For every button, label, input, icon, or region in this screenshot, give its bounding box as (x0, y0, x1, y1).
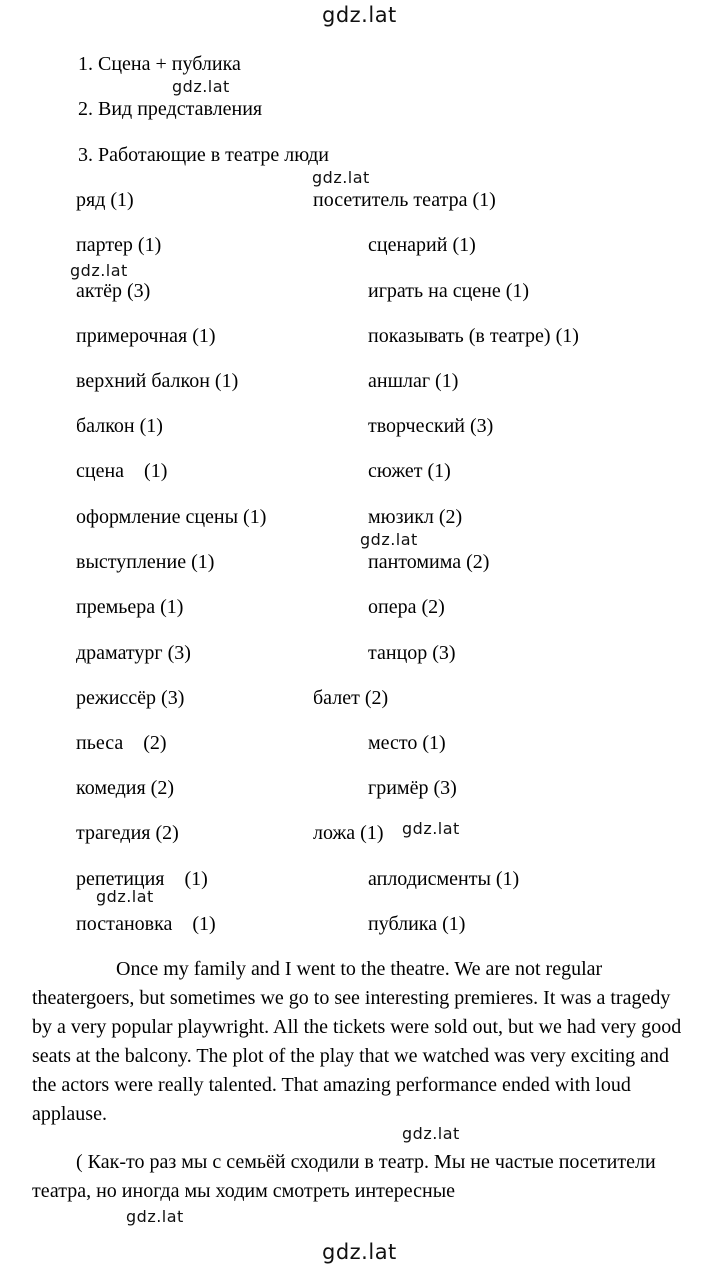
vocab-right: посетитель театра (1) (313, 189, 496, 211)
vocab-left: комедия (2) (76, 777, 174, 799)
watermark: gdz.lat (172, 77, 230, 96)
watermark-top: gdz.lat (322, 3, 397, 27)
english-paragraph (32, 955, 692, 1129)
english-paragraph-text: Once my family and I went to the theatre. We are not regular theatergoers, but sometimes we go to see interesting premieres. It was a tragedy by a very popular playwright. All the tickets were sold out, but we had very good seats at the balcony. The plot of the play that we watched was very exciting and the actors were really talented. That amazing performance ended with loud applause. (32, 958, 682, 1125)
vocab-left: актёр (3) (76, 280, 151, 302)
vocab-right: творческий (3) (368, 415, 494, 437)
vocab-right: танцор (3) (368, 642, 456, 664)
vocab-left: выступление (1) (76, 551, 215, 573)
vocab-left: верхний балкон (1) (76, 370, 239, 392)
heading-3: 3. Работающие в театре люди (78, 144, 330, 166)
vocab-right: публика (1) (368, 913, 466, 935)
vocab-left: сцена (1) (76, 460, 168, 482)
vocab-left: трагедия (2) (76, 822, 179, 844)
russian-paragraph (32, 1148, 692, 1206)
watermark: gdz.lat (70, 261, 128, 280)
watermark: gdz.lat (402, 1124, 460, 1143)
vocab-right: сценарий (1) (368, 234, 476, 256)
vocab-right: балет (2) (313, 687, 389, 709)
vocab-left: драматург (3) (76, 642, 191, 664)
vocab-left: примерочная (1) (76, 325, 216, 347)
vocab-left: репетиция (1) (76, 868, 208, 890)
vocab-right: сюжет (1) (368, 460, 451, 482)
vocab-right: аншлаг (1) (368, 370, 459, 392)
watermark: gdz.lat (126, 1207, 184, 1226)
vocab-left: пьеса (2) (76, 732, 167, 754)
heading-1: 1. Сцена + публика (78, 53, 241, 75)
watermark: gdz.lat (360, 530, 418, 549)
vocab-left: оформление сцены (1) (76, 506, 267, 528)
vocab-left: балкон (1) (76, 415, 163, 437)
vocab-right: гримёр (3) (368, 777, 457, 799)
vocab-right: ложа (1) (313, 822, 384, 844)
vocab-right: аплодисменты (1) (368, 868, 520, 890)
watermark: gdz.lat (312, 168, 370, 187)
vocab-left: режиссёр (3) (76, 687, 185, 709)
vocab-left: постановка (1) (76, 913, 216, 935)
vocab-left: ряд (1) (76, 189, 134, 211)
vocab-left: партер (1) (76, 234, 162, 256)
vocab-right: пантомима (2) (368, 551, 490, 573)
vocab-right: место (1) (368, 732, 446, 754)
vocab-right: мюзикл (2) (368, 506, 463, 528)
vocab-right: опера (2) (368, 596, 445, 618)
vocab-right: играть на сцене (1) (368, 280, 530, 302)
watermark: gdz.lat (96, 887, 154, 906)
watermark-bottom: gdz.lat (322, 1240, 397, 1264)
heading-2: 2. Вид представления (78, 98, 263, 120)
vocab-left: премьера (1) (76, 596, 184, 618)
watermark: gdz.lat (402, 819, 460, 838)
vocab-right: показывать (в театре) (1) (368, 325, 579, 347)
russian-paragraph-text: ( Как-то раз мы с семьёй сходили в театр. Мы не частые посетители театра, но иногда мы ходим смотреть интересные (32, 1151, 656, 1202)
